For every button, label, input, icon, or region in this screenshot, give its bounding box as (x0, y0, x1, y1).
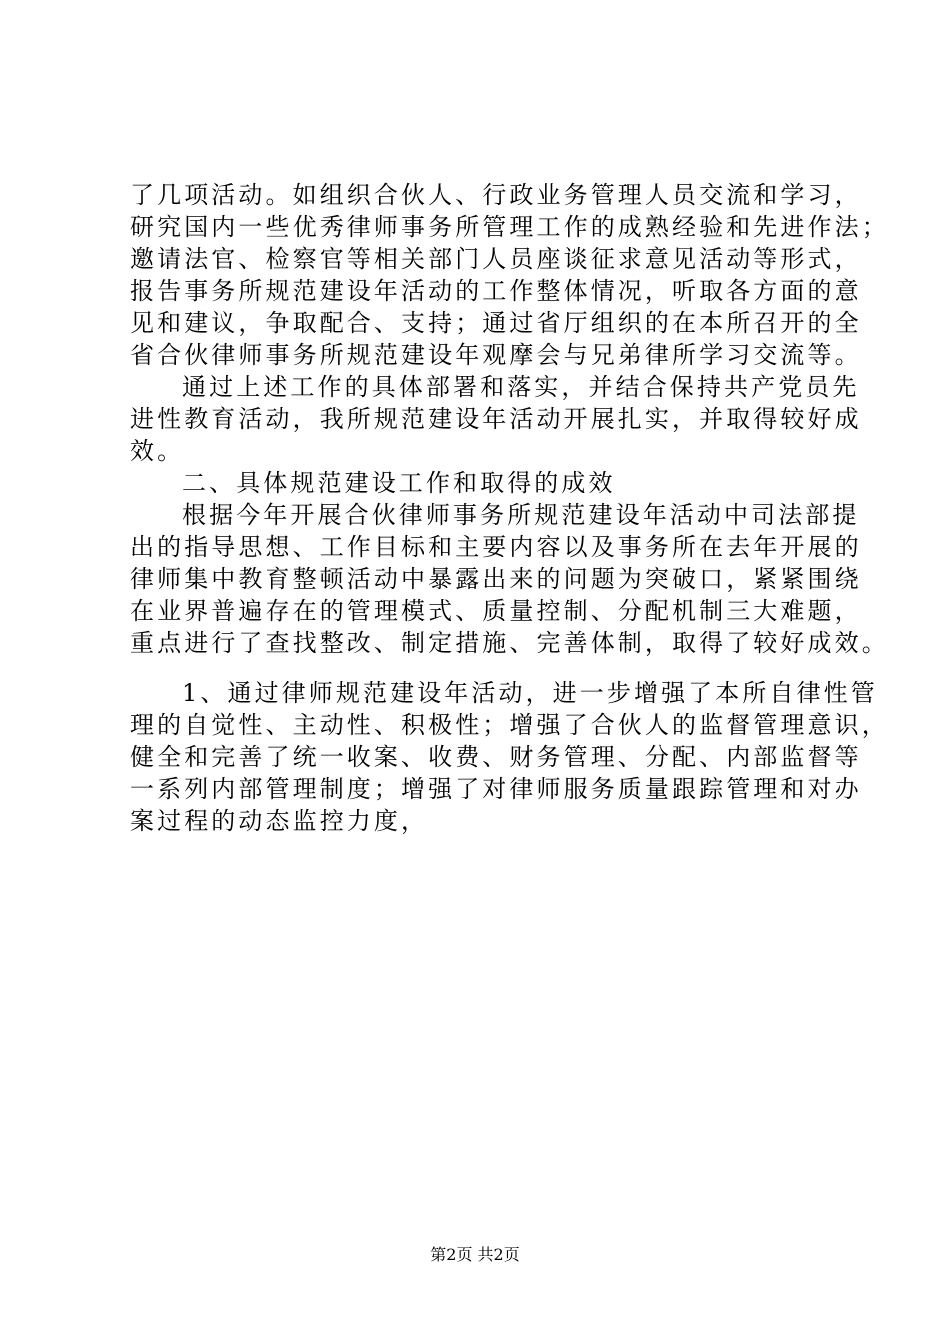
body-text-line: 律师集中教育整顿活动中暴露出来的问题为突破口，紧紧围绕 (130, 565, 862, 593)
body-text-line: 见和建议，争取配合、支持；通过省厅组织的在本所召开的全 (130, 309, 862, 337)
body-text-line: 案过程的动态监控力度， (130, 807, 429, 835)
body-text-line: 省合伙律师事务所规范建设年观摩会与兄弟律所学习交流等。 (130, 341, 862, 369)
body-text-line: 理的自觉性、主动性、积极性；增强了合伙人的监督管理意识， (130, 711, 889, 739)
body-text-line: 健全和完善了统一收案、收费、财务管理、分配、内部监督等 (130, 743, 862, 771)
body-text-line: 进性教育活动，我所规范建设年活动开展扎实，并取得较好成 (130, 405, 862, 433)
page-number-footer: 第2页 共2页 (430, 1245, 520, 1264)
body-text-line: 报告事务所规范建设年活动的工作整体情况，听取各方面的意 (130, 277, 862, 305)
body-text-line: 重点进行了查找整改、制定措施、完善体制，取得了较好成效。 (130, 629, 889, 657)
paragraph-first-line: 根据今年开展合伙律师事务所规范建设年活动中司法部提 (182, 501, 860, 529)
body-text-line: 研究国内一些优秀律师事务所管理工作的成熟经验和先进作法； (130, 213, 889, 241)
paragraph-first-line: 通过上述工作的具体部署和落实，并结合保持共产党员先 (182, 373, 860, 401)
body-text-line: 了几项活动。如组织合伙人、行政业务管理人员交流和学习， (130, 181, 862, 209)
body-text-line: 一系列内部管理制度；增强了对律师服务质量跟踪管理和对办 (130, 775, 862, 803)
body-text-line: 邀请法官、检察官等相关部门人员座谈征求意见活动等形式， (130, 245, 862, 273)
paragraph-first-line: 1、通过律师规范建设年活动，进一步增强了本所自律性管 (182, 679, 878, 707)
body-text-line: 效。 (130, 437, 185, 465)
body-text-line: 在业界普遍存在的管理模式、质量控制、分配机制三大难题， (130, 597, 862, 625)
section-heading: 二、具体规范建设工作和取得的成效 (182, 469, 616, 497)
body-text-line: 出的指导思想、工作目标和主要内容以及事务所在去年开展的 (130, 533, 862, 561)
